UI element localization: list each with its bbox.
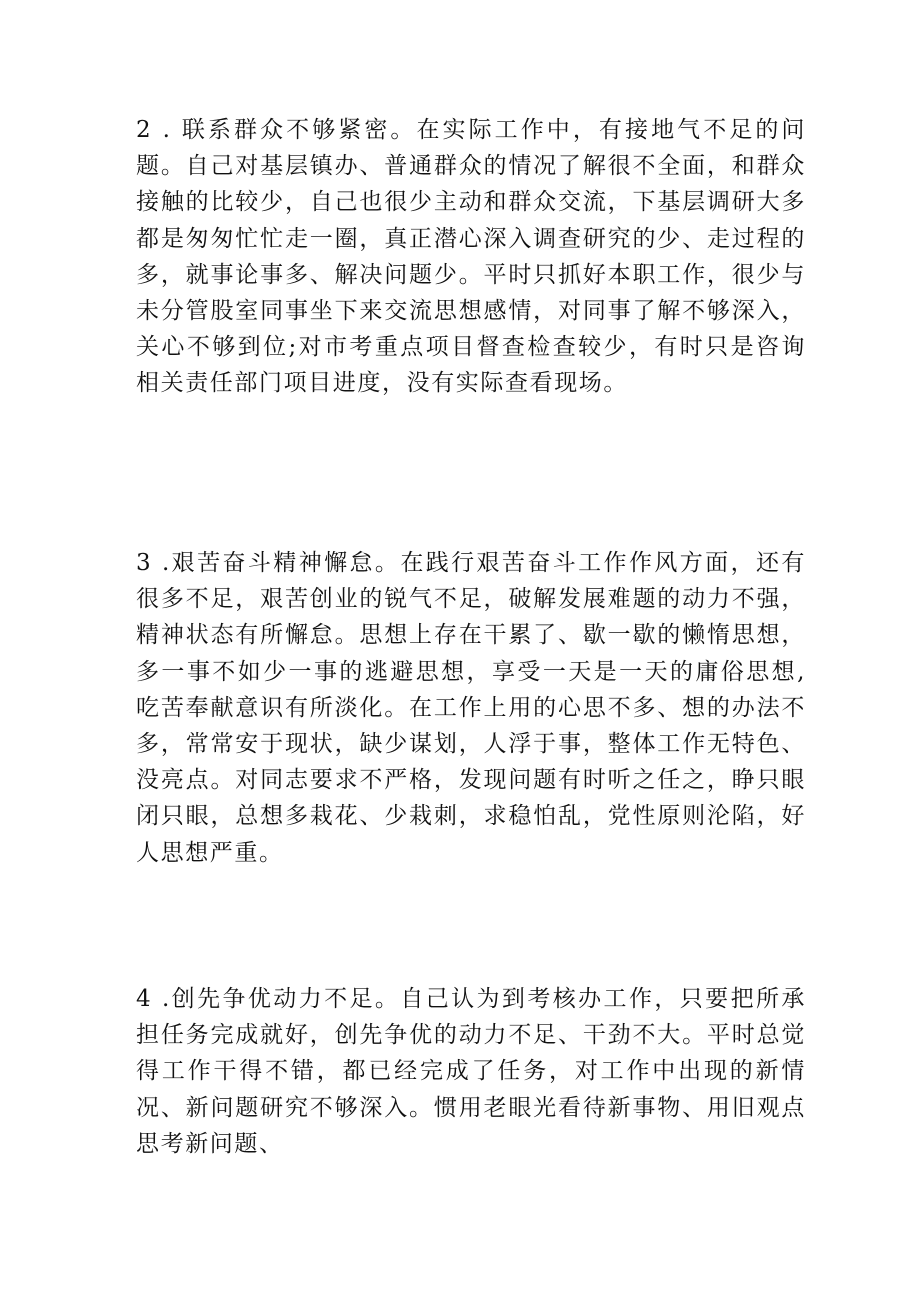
paragraph-item-3: 3 .艰苦奋斗精神懈怠。在践行艰苦奋斗工作作风方面，还有很多不足，艰苦创业的锐气不足，破解发展难题的动力不强，精神状态有所懈怠。思想上存在干累了、歇一歇的懒惰思想，多一事不如少一事的逃避思想，享受一天是一天的庸俗思想,吃苦奉献意识有所淡化。在工作上用的心思不多、想的办法不多，常常安于现状，缺少谋划，人浮于事，整体工作无特色、没亮点。对同志要求不严格，发现问题有时听之任之，睁只眼闭只眼，总想多栽花、少栽刺，求稳怕乱，党性原则沦陷，好人思想严重。 [136,550,806,866]
paragraph-item-4: 4 .创先争优动力不足。自己认为到考核办工作，只要把所承担任务完成就好，创先争优的动力不足、干劲不大。平时总觉得工作干得不错，都已经完成了任务，对工作中出现的新情况、新问题研究不够深入。惯用老眼光看待新事物、用旧观点思考新问题、 [136,986,806,1157]
paragraph-item-2: 2 . 联系群众不够紧密。在实际工作中，有接地气不足的问题。自己对基层镇办、普通群众的情况了解很不全面，和群众接触的比较少，自己也很少主动和群众交流，下基层调研大多都是匆匆忙忙走一圈，真正潜心深入调查研究的少、走过程的多，就事论事多、解决问题少。平时只抓好本职工作，很少与未分管股室同事坐下来交流思想感情，对同事了解不够深入，关心不够到位;对市考重点项目督查检查较少，有时只是咨询相关责任部门项目进度，没有实际查看现场。 [136,117,806,397]
